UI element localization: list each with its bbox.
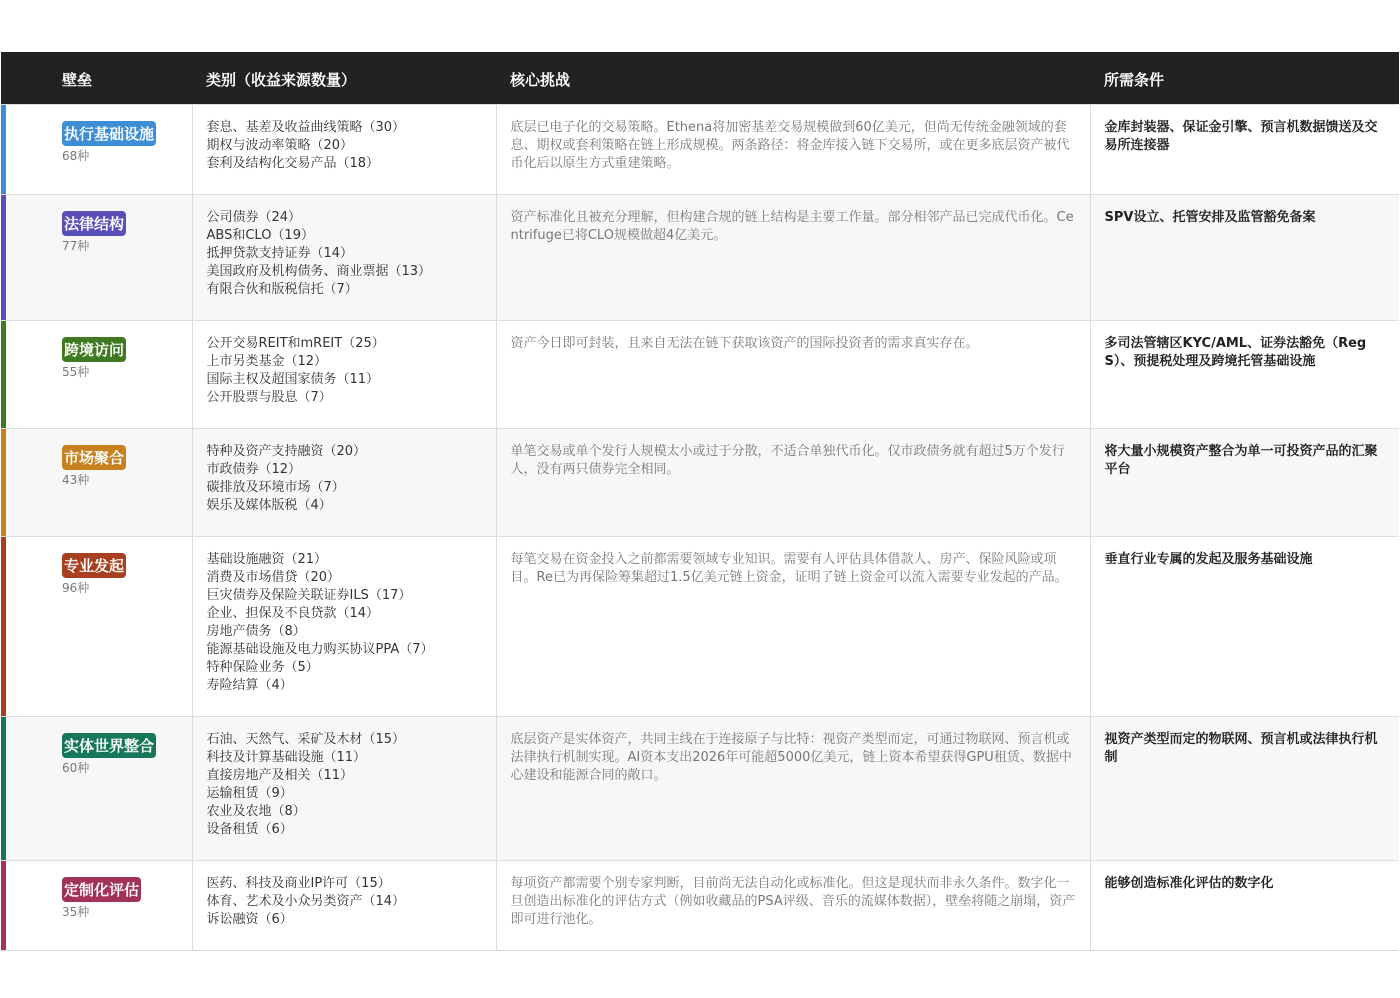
row-accent-bar: [1, 537, 6, 716]
challenge-cell: 底层资产是实体资产，共同主线在于连接原子与比特：视资产类型而定，可通过物联网、预言机或法律执行机制实现。AI资本支出2026年可能超5000亿美元，链上资本希望获得GPU租赁、数据中心建设和能源合同的敞口。: [496, 716, 1090, 860]
barrier-cell: [1, 320, 192, 428]
barrier-badge: 跨境访问: [62, 337, 126, 362]
requirement-cell: 将大量小规模资产整合为单一可投资产品的汇聚平台: [1090, 428, 1399, 536]
category-item: 石油、天然气、采矿及木材（15）: [206, 731, 406, 747]
category-item: 消费及市场借贷（20）: [206, 569, 341, 585]
table-row: [1, 536, 1399, 716]
category-item: 上市另类基金（12）: [206, 353, 328, 369]
category-cell: [192, 428, 496, 536]
category-item: 抵押贷款支持证券（14）: [206, 245, 354, 261]
requirement-cell: SPV设立、托管安排及监管豁免备案: [1090, 194, 1399, 320]
challenge-cell: 每项资产都需要个别专家判断，目前尚无法自动化或标准化。但这是现状而非永久条件。数字化一旦创造出标准化的评估方式（例如收藏品的PSA评级、音乐的流媒体数据），壁垒将随之崩塌，资产即可进行池化。: [496, 860, 1090, 950]
barrier-badge: 执行基础设施: [62, 121, 156, 146]
barrier-cell: [1, 716, 192, 860]
barrier-badge: 专业发起: [62, 553, 126, 578]
row-accent-bar: [1, 429, 6, 536]
barrier-count: 43种: [62, 472, 90, 487]
barrier-count: 35种: [62, 904, 90, 919]
category-item: 市政债券（12）: [206, 461, 302, 477]
header-barrier: 壁垒: [62, 71, 93, 90]
barrier-count: 68种: [62, 148, 90, 163]
category-item: 期权与波动率策略（20）: [206, 137, 354, 153]
barrier-cell: [1, 860, 192, 950]
category-item: 医药、科技及商业IP许可（15）: [206, 875, 391, 891]
category-item: 运输租赁（9）: [206, 785, 293, 801]
barrier-cell: [1, 536, 192, 716]
table-row: [1, 716, 1399, 860]
category-item: 特种保险业务（5）: [206, 659, 319, 675]
category-item: 套息、基差及收益曲线策略（30）: [206, 119, 406, 135]
header-challenge: 核心挑战: [510, 71, 571, 90]
challenge-cell: 每笔交易在资金投入之前都需要领域专业知识。需要有人评估具体借款人、房产、保险风险或项目。Re已为再保险筹集超过1.5亿美元链上资金，证明了链上资金可以流入需要专业发起的产品。: [496, 536, 1090, 716]
barrier-badge: 定制化评估: [62, 877, 141, 902]
category-item: 娱乐及媒体版税（4）: [206, 497, 332, 513]
barrier-table: [1, 48, 1399, 951]
requirement-cell: 视资产类型而定的物联网、预言机或法律执行机制: [1090, 716, 1399, 860]
table-row: [1, 860, 1399, 950]
barrier-cell: [1, 104, 192, 194]
category-item: 设备租赁（6）: [206, 821, 293, 837]
barrier-count: 55种: [62, 364, 90, 379]
category-cell: [192, 320, 496, 428]
header-requirement: 所需条件: [1104, 71, 1165, 90]
category-item: 基础设施融资（21）: [206, 551, 328, 567]
row-accent-bar: [1, 321, 6, 428]
category-item: 特种及资产支持融资（20）: [206, 443, 367, 459]
barrier-count: 96种: [62, 580, 90, 595]
barrier-table-grid: [1, 48, 1399, 950]
challenge-cell: 资产标准化且被充分理解，但构建合规的链上结构是主要工作量。部分相邻产品已完成代币化。Centrifuge已将CLO规模做超4亿美元。: [496, 194, 1090, 320]
category-item: 企业、担保及不良贷款（14）: [206, 605, 380, 621]
row-accent-bar: [1, 105, 6, 194]
requirement-cell: 多司法管辖区KYC/AML、证券法豁免（Reg S）、预提税处理及跨境托管基础设施: [1090, 320, 1399, 428]
category-item: 国际主权及超国家债务（11）: [206, 371, 380, 387]
category-item: 公司债券（24）: [206, 209, 302, 225]
category-item: 公开交易REIT和mREIT（25）: [206, 335, 385, 351]
category-item: 农业及农地（8）: [206, 803, 306, 819]
category-cell: [192, 716, 496, 860]
table-row: [1, 194, 1399, 320]
header-category: 类别（收益来源数量）: [206, 71, 357, 90]
requirement-cell: 能够创造标准化评估的数字化: [1090, 860, 1399, 950]
table-header-row: [1, 48, 1399, 104]
row-accent-bar: [1, 861, 6, 951]
table-row: [1, 428, 1399, 536]
barrier-badge: 法律结构: [62, 211, 126, 236]
barrier-cell: [1, 428, 192, 536]
table-row: [1, 320, 1399, 428]
barrier-cell: [1, 194, 192, 320]
table-row: [1, 104, 1399, 194]
table-body: [1, 104, 1399, 950]
category-item: 公开股票与股息（7）: [206, 389, 332, 405]
category-cell: [192, 194, 496, 320]
category-cell: [192, 104, 496, 194]
requirement-cell: 金库封装器、保证金引擎、预言机数据馈送及交易所连接器: [1090, 104, 1399, 194]
barrier-count: 77种: [62, 238, 90, 253]
category-item: 能源基础设施及电力购买协议PPA（7）: [206, 641, 434, 657]
category-cell: [192, 860, 496, 950]
category-item: 体育、艺术及小众另类资产（14）: [206, 893, 406, 909]
row-accent-bar: [1, 195, 6, 320]
category-item: 套利及结构化交易产品（18）: [206, 155, 380, 171]
challenge-cell: 底层已电子化的交易策略。Ethena将加密基差交易规模做到60亿美元，但尚无传统金融领域的套息、期权或套利策略在链上形成规模。两条路径：将金库接入链下交易所，或在更多底层资产被代币化后以原生方式重建策略。: [496, 104, 1090, 194]
category-cell: [192, 536, 496, 716]
challenge-cell: 资产今日即可封装，且来自无法在链下获取该资产的国际投资者的需求真实存在。: [496, 320, 1090, 428]
barrier-badge: 实体世界整合: [62, 733, 156, 758]
category-item: 美国政府及机构债务、商业票据（13）: [206, 263, 432, 279]
row-accent-bar: [1, 717, 6, 860]
category-item: 诉讼融资（6）: [206, 911, 293, 927]
requirement-cell: 垂直行业专属的发起及服务基础设施: [1090, 536, 1399, 716]
category-item: 直接房地产及相关（11）: [206, 767, 354, 783]
barrier-count: 60种: [62, 760, 90, 775]
category-item: 科技及计算基础设施（11）: [206, 749, 367, 765]
category-item: 碳排放及环境市场（7）: [206, 479, 345, 495]
challenge-cell: 单笔交易或单个发行人规模太小或过于分散，不适合单独代币化。仅市政债务就有超过5万个发行人，没有两只债券完全相同。: [496, 428, 1090, 536]
category-item: 寿险结算（4）: [206, 677, 293, 693]
category-item: 房地产债务（8）: [206, 623, 306, 639]
category-item: ABS和CLO（19）: [206, 227, 314, 243]
category-item: 有限合伙和版税信托（7）: [206, 281, 358, 297]
category-item: 巨灾债券及保险关联证券ILS（17）: [206, 587, 412, 603]
barrier-badge: 市场聚合: [62, 445, 126, 470]
